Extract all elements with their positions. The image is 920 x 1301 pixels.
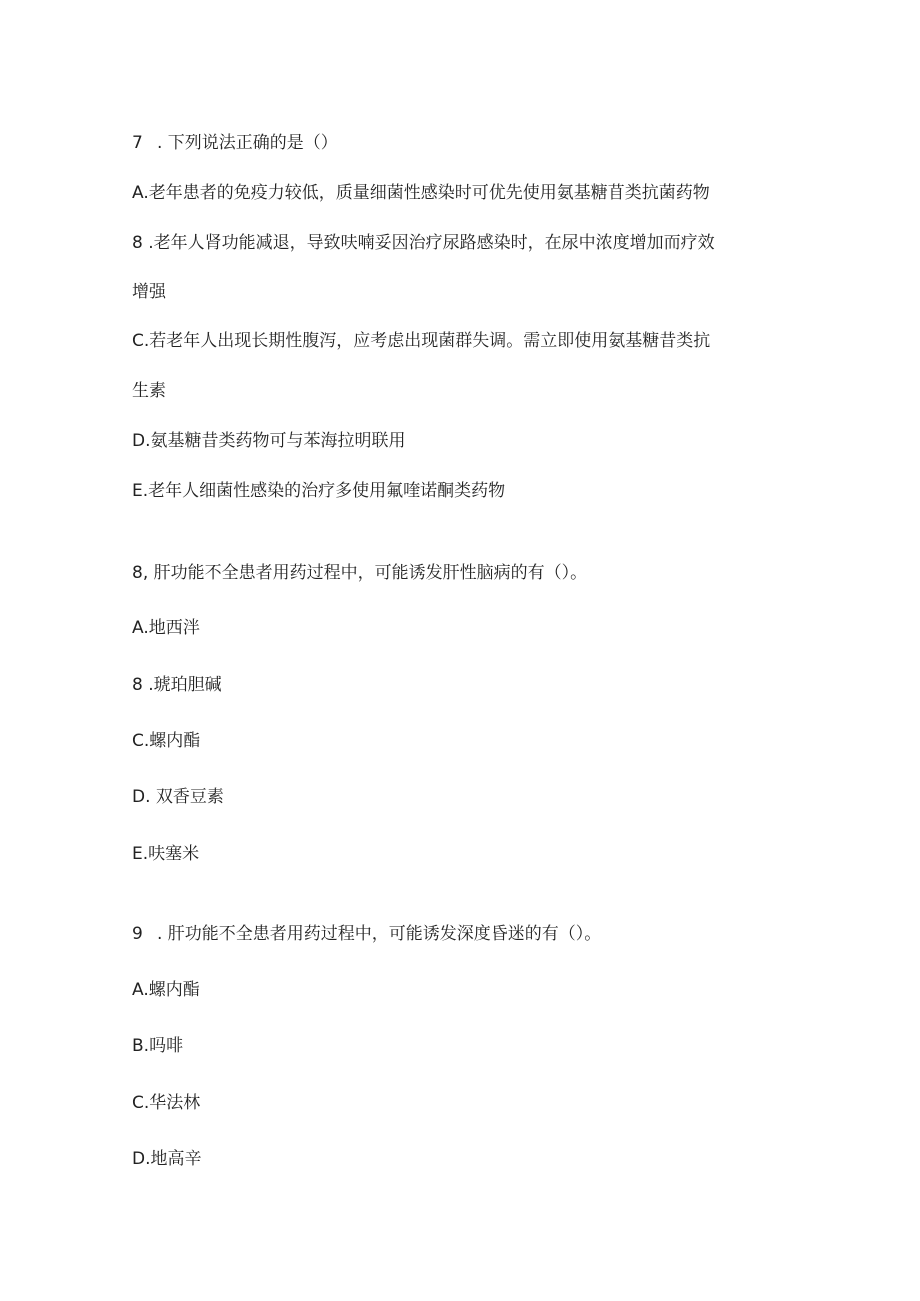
question-8-option-e: E.呋塞米 bbox=[132, 844, 200, 864]
question-8-option-b: 8 .琥珀胆碱 bbox=[132, 675, 222, 695]
question-9-option-b: B.吗啡 bbox=[132, 1036, 184, 1056]
question-8-option-c: C.螺内酯 bbox=[132, 731, 201, 751]
question-text: . 下列说法正确的是（） bbox=[157, 133, 338, 153]
question-7-option-e: E.老年人细菌性感染的治疗多使用氟喹诺酮类药物 bbox=[132, 481, 506, 501]
question-9-option-a: A.螺内酯 bbox=[132, 980, 200, 1000]
question-7-option-d: D.氨基糖昔类药物可与苯海拉明联用 bbox=[132, 431, 406, 451]
question-7-option-a: A.老年患者的免疫力较低，质量细菌性感染时可优先使用氨基糖苜类抗菌药物 bbox=[132, 183, 710, 203]
question-9-stem bbox=[132, 922, 601, 946]
question-7-option-c: C.若老年人出现长期性腹泻，应考虑出现菌群失调。需立即使用氨基糖昔类抗 bbox=[132, 331, 711, 351]
question-8-option-d: D. 双香豆素 bbox=[132, 787, 224, 807]
question-9-option-c: C.华法林 bbox=[132, 1093, 201, 1113]
question-9-option-d: D.地高辛 bbox=[132, 1149, 202, 1169]
question-text: . 肝功能不全患者用药过程中，可能诱发深度昏迷的有（）。 bbox=[157, 924, 602, 944]
question-8-stem: 8, 肝功能不全患者用药过程中，可能诱发肝性脑病的有（）。 bbox=[132, 563, 588, 583]
question-8-option-a: A.地西泮 bbox=[132, 618, 200, 638]
question-number: 9 bbox=[132, 924, 143, 944]
question-7-option-b-continued: 增强 bbox=[132, 282, 166, 302]
question-7-option-c-continued: 生素 bbox=[132, 381, 166, 401]
question-7-stem bbox=[132, 131, 338, 155]
question-number: 7 bbox=[132, 133, 143, 153]
question-7-option-b: 8 .老年人肾功能减退，导致呋喃妥因治疗尿路感染时，在尿中浓度增加而疗效 bbox=[132, 233, 715, 253]
